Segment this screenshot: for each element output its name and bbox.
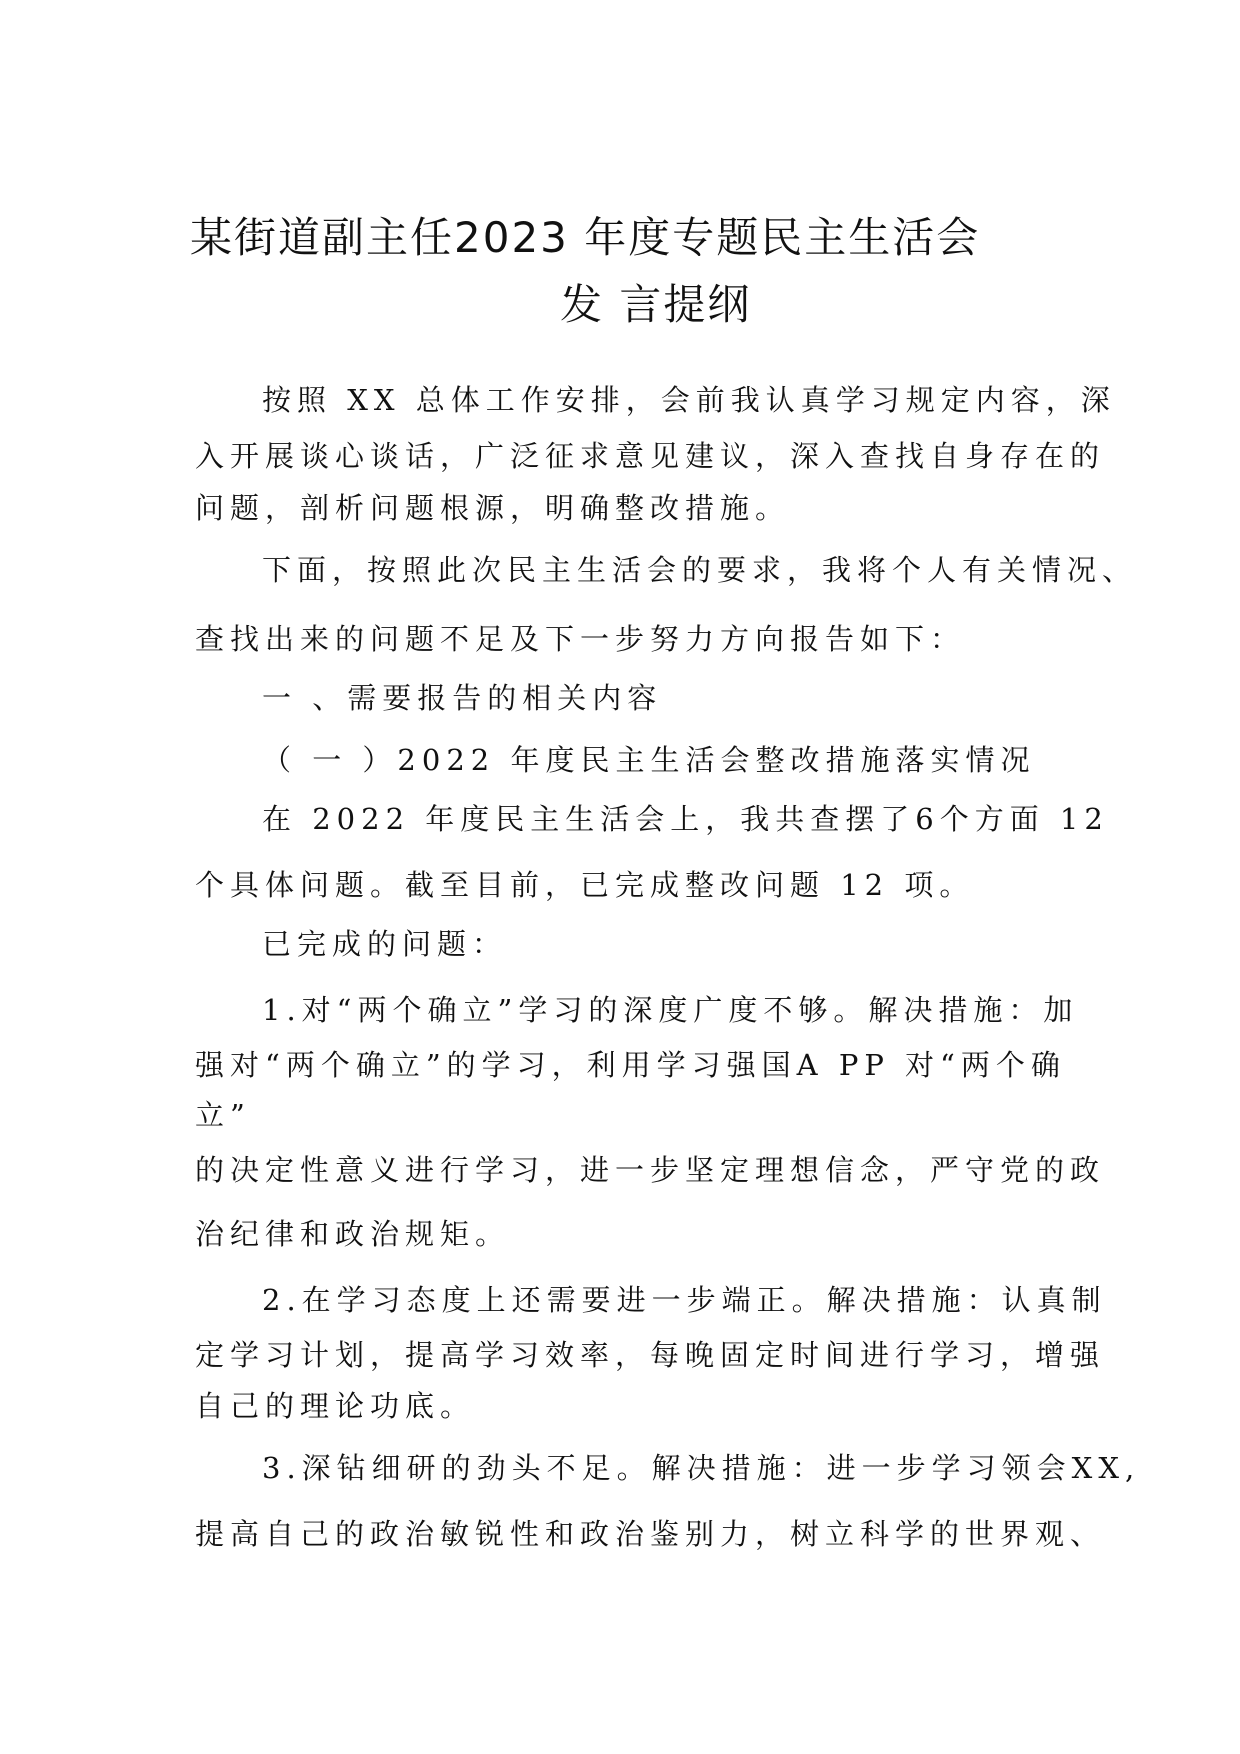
item-1-line-5: 治纪律和政治规矩。 bbox=[195, 1217, 511, 1251]
paragraph-2-line-1: 下面，按照此次民主生活会的要求，我将个人有关情况、 bbox=[262, 553, 1138, 587]
paragraph-2-line-2: 查找出来的问题不足及下一步努力方向报告如下： bbox=[195, 622, 966, 656]
item-1-line-2: 强对“两个确立”的学习，利用学习强国A PP 对“两个确 bbox=[195, 1048, 1066, 1082]
paragraph-3-line-2: 个具体问题。截至目前，已完成整改问题 12 项。 bbox=[195, 868, 975, 902]
item-1-line-4: 的决定性意义进行学习，进一步坚定理想信念，严守党的政 bbox=[195, 1153, 1106, 1187]
section-heading-1: 一 、需要报告的相关内容 bbox=[262, 681, 663, 715]
completed-issues-label: 已完成的问题： bbox=[262, 927, 508, 961]
section-heading-1-1: （ 一 ）2022 年度民主生活会整改措施落实情况 bbox=[262, 743, 1036, 777]
paragraph-1-line-1: 按照 XX 总体工作安排，会前我认真学习规定内容，深 bbox=[262, 383, 1116, 417]
item-2-line-2: 定学习计划，提高学习效率，每晚固定时间进行学习，增强 bbox=[195, 1338, 1106, 1372]
paragraph-3-line-1: 在 2022 年度民主生活会上，我共查摆了6个方面 12 bbox=[262, 802, 1109, 836]
document-title-line-2: 发 言提纲 bbox=[560, 280, 752, 329]
paragraph-1-line-2: 入开展谈心谈话，广泛征求意见建议，深入查找自身存在的 bbox=[195, 439, 1106, 473]
document-title-line-1: 某街道副主任2023 年度专题民主生活会 bbox=[190, 213, 981, 262]
item-3-line-2: 提高自己的政治敏锐性和政治鉴别力，树立科学的世界观、 bbox=[195, 1517, 1106, 1551]
item-1-line-1: 1.对“两个确立”学习的深度广度不够。解决措施：加 bbox=[262, 993, 1079, 1027]
paragraph-1-line-3: 问题，剖析问题根源，明确整改措施。 bbox=[195, 491, 791, 525]
item-2-line-1: 2.在学习态度上还需要进一步端正。解决措施：认真制 bbox=[262, 1283, 1107, 1317]
item-3-line-1: 3.深钻细研的劲头不足。解决措施：进一步学习领会XX, bbox=[262, 1451, 1141, 1485]
item-2-line-3: 自己的理论功底。 bbox=[195, 1389, 476, 1423]
item-1-line-3: 立” bbox=[195, 1098, 251, 1132]
